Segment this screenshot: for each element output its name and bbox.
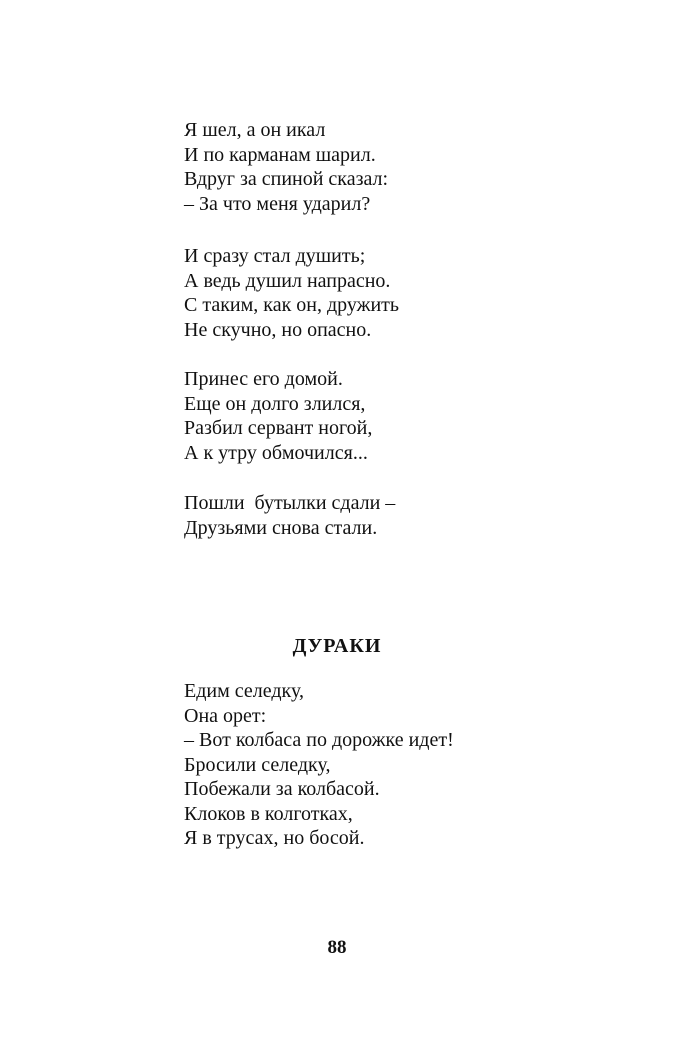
poem-stanza-1 <box>184 118 624 216</box>
poem-title: ДУРАКИ <box>292 635 382 657</box>
page-number: 88 <box>327 937 347 958</box>
poem-line: Я в трусах, но босой. <box>184 827 365 849</box>
poem-line: – За что меня ударил? <box>184 192 371 215</box>
poem-line: И сразу стал душить; <box>184 245 366 267</box>
poem-line: А к утру обмочился... <box>184 441 368 464</box>
poem-line: А ведь душил напрасно. <box>184 269 391 292</box>
poem-line: Клоков в колготках, <box>184 802 353 825</box>
poem-line: Едим селедку, <box>184 680 304 702</box>
poem-stanza-4 <box>184 491 624 540</box>
poem-line: – Вот колбаса по дорожке идет! <box>184 729 454 751</box>
poem-line: Принес его домой. <box>184 368 343 390</box>
poem-stanza-3 <box>184 367 624 465</box>
poem-line: Вдруг за спиной сказал: <box>184 168 389 190</box>
poem-line: С таким, как он, дружить <box>184 294 400 316</box>
poem-stanza-2 <box>184 244 624 342</box>
poem-line: Она орет: <box>184 704 267 727</box>
poem-line: Побежали за колбасой. <box>184 778 380 800</box>
poem-line: И по карманам шарил. <box>184 143 376 166</box>
poem-line: Разбил сервант ногой, <box>184 417 373 439</box>
poem-line: Бросили селедку, <box>184 753 331 776</box>
poem-line: Еще он долго злился, <box>184 392 366 415</box>
poem-2-body <box>184 679 624 851</box>
poem-line: Пошли бутылки сдали – <box>184 492 396 514</box>
poem-line: Друзьями снова стали. <box>184 516 378 539</box>
poem-line: Не скучно, но опасно. <box>184 318 372 341</box>
poem-line: Я шел, а он икал <box>184 119 326 141</box>
